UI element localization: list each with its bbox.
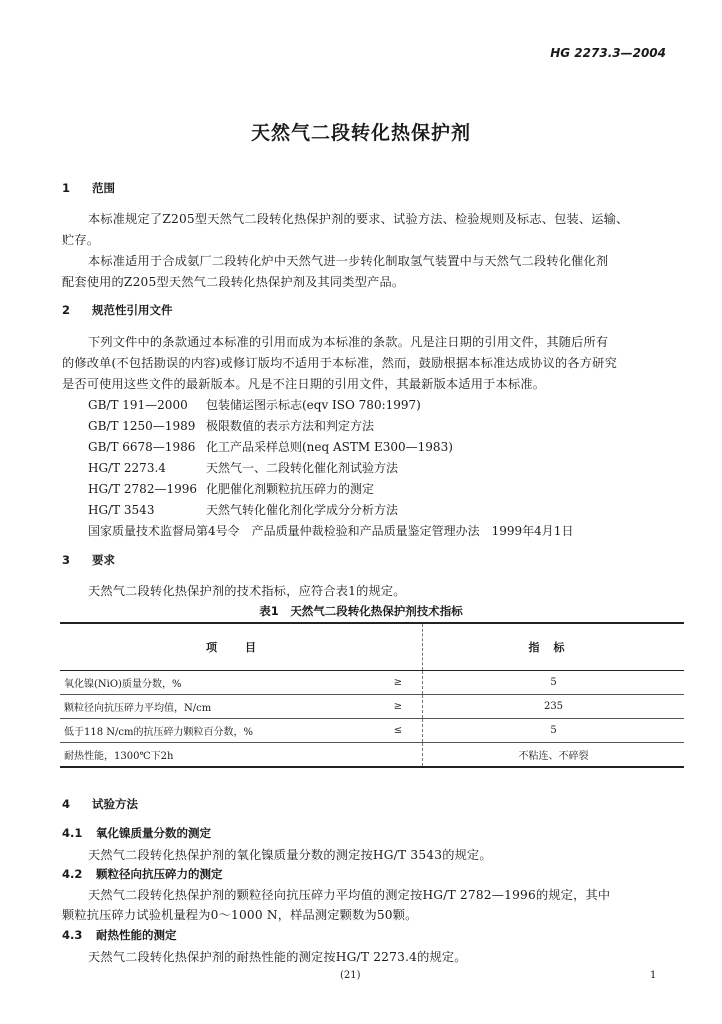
section-title: 试验方法	[92, 797, 138, 811]
page-code: (21)	[340, 970, 361, 981]
paragraph: 配套使用的Z205型天然气二段转化热保护剂及其同类型产品。	[62, 275, 405, 289]
table-row	[60, 695, 684, 719]
section-title: 要求	[92, 553, 115, 567]
header-spec: 指标	[423, 623, 685, 671]
page-number: 1	[650, 970, 657, 981]
reference-code: HG/T 2273.4	[88, 461, 166, 475]
subsection-4-2-heading	[62, 866, 223, 882]
row-item: 颗粒径向抗压碎力平均值，N/cm	[60, 695, 374, 719]
subsection-title: 耐热性能的测定	[96, 928, 177, 942]
row-value: 不粘连、不碎裂	[423, 743, 685, 768]
row-value: 235	[423, 695, 685, 719]
standard-number: HG 2273.3—2004	[550, 46, 666, 60]
row-op	[374, 743, 423, 768]
reference-item	[88, 417, 374, 434]
table-row	[60, 743, 684, 768]
section-title: 范围	[92, 181, 115, 195]
section-number: 3	[62, 553, 71, 567]
header-item: 项目	[60, 623, 374, 671]
reference-title: 天然气一、二段转化催化剂试验方法	[206, 461, 399, 475]
row-item: 耐热性能，1300℃下2h	[60, 743, 374, 768]
paragraph: 天然气二段转化热保护剂的颗粒径向抗压碎力平均值的测定按HG/T 2782—1996的规定，其中	[88, 888, 611, 902]
reference-item	[88, 438, 453, 455]
section-number: 4	[62, 797, 71, 811]
table-header-row	[60, 623, 684, 671]
subsection-number: 4.1	[62, 826, 83, 840]
reference-title: 化肥催化剂颗粒抗压碎力的测定	[206, 482, 375, 496]
paragraph: 贮存。	[62, 233, 100, 247]
row-item: 低于118 N/cm的抗压碎力颗粒百分数，%	[60, 719, 374, 743]
row-op: ≥	[374, 671, 423, 695]
paragraph: 是否可使用这些文件的最新版本。凡是不注日期的引用文件，其最新版本适用于本标准。	[62, 377, 546, 391]
row-value: 5	[423, 719, 685, 743]
paragraph: 颗粒抗压碎力试验机量程为0～1000 N，样品测定颗数为50颗。	[62, 908, 418, 922]
spec-table	[60, 622, 684, 768]
reference-item	[88, 480, 374, 497]
paragraph: 天然气二段转化热保护剂的耐热性能的测定按HG/T 2273.4的规定。	[88, 950, 467, 964]
subsection-number: 4.3	[62, 928, 83, 942]
section-number: 2	[62, 303, 71, 317]
reference-item	[88, 396, 421, 413]
row-value: 5	[423, 671, 685, 695]
reference-title: 化工产品采样总则(neq ASTM E300—1983)	[206, 440, 453, 454]
paragraph: 本标准规定了Z205型天然气二段转化热保护剂的要求、试验方法、检验规则及标志、包装、运输、	[88, 212, 629, 226]
subsection-title: 颗粒径向抗压碎力的测定	[96, 867, 223, 881]
reference-item	[88, 501, 398, 518]
table-caption: 表1 天然气二段转化热保护剂技术指标	[259, 604, 463, 618]
section-4-heading	[62, 796, 138, 812]
subsection-4-3-heading	[62, 927, 177, 943]
row-op: ≥	[374, 695, 423, 719]
section-3-heading	[62, 552, 115, 568]
reference-title: 天然气转化催化剂化学成分分析方法	[206, 503, 399, 517]
section-title: 规范性引用文件	[92, 303, 173, 317]
reference-title: 极限数值的表示方法和判定方法	[206, 419, 375, 433]
subsection-title: 氧化镍质量分数的测定	[96, 826, 211, 840]
table-row	[60, 719, 684, 743]
reference-code: GB/T 191—2000	[88, 398, 188, 412]
subsection-4-1-heading	[62, 825, 211, 841]
paragraph: 本标准适用于合成氨厂二段转化炉中天然气进一步转化制取氢气装置中与天然气二段转化催化剂	[88, 254, 609, 268]
section-number: 1	[62, 181, 71, 195]
reference-title: 包装储运图示标志(eqv ISO 780:1997)	[206, 398, 421, 412]
paragraph: 下列文件中的条款通过本标准的引用而成为本标准的条款。凡是注日期的引用文件，其随后所有	[88, 335, 609, 349]
section-1-heading	[62, 180, 115, 196]
reference-code: GB/T 1250—1989	[88, 419, 196, 433]
table-row	[60, 671, 684, 695]
paragraph: 的修改单(不包括勘误的内容)或修订版均不适用于本标准，然而，鼓励根据本标准达成协议的各方研究	[62, 356, 617, 370]
row-item: 氧化镍(NiO)质量分数，%	[60, 671, 374, 695]
reference-code: HG/T 2782—1996	[88, 482, 197, 496]
header-op	[374, 623, 423, 671]
reference-code: GB/T 6678—1986	[88, 440, 196, 454]
subsection-number: 4.2	[62, 867, 83, 881]
section-2-heading	[62, 302, 173, 318]
paragraph: 天然气二段转化热保护剂的氧化镍质量分数的测定按HG/T 3543的规定。	[88, 848, 492, 862]
row-op: ≤	[374, 719, 423, 743]
document-title: 天然气二段转化热保护剂	[250, 122, 471, 144]
paragraph: 天然气二段转化热保护剂的技术指标，应符合表1的规定。	[88, 584, 406, 598]
reference-code: HG/T 3543	[88, 503, 155, 517]
reference-item: 国家质量技术监督局第4号令 产品质量仲裁检验和产品质量鉴定管理办法 1999年4月1日	[88, 524, 574, 538]
reference-item	[88, 459, 398, 476]
